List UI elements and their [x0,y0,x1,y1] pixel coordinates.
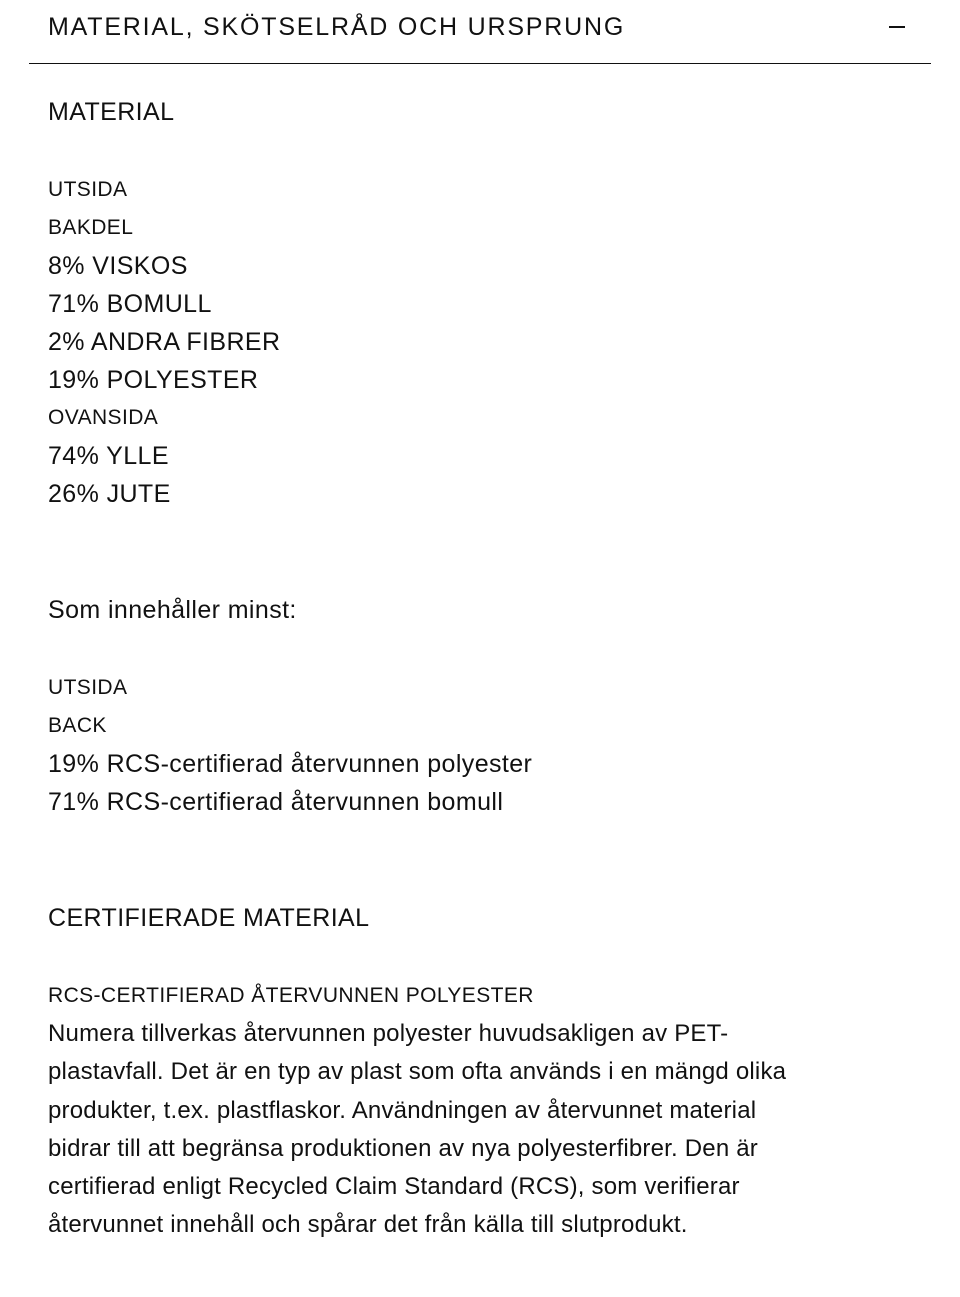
material-heading: MATERIAL [48,98,175,126]
accordion-title: MATERIAL, SKÖTSELRÅD OCH URSPRUNG [48,13,626,41]
composition-item: 2% ANDRA FIBRER [48,328,281,356]
recycled-item: 71% RCS-certifierad återvunnen bomull [48,788,504,816]
accordion-content [48,93,908,1245]
description-line: plastavfall. Det är en typ av plast som ofta används i en mängd olika [48,1058,787,1086]
composition-item: 8% VISKOS [48,252,188,280]
recycled-item: 19% RCS-certifierad återvunnen polyester [48,750,533,778]
top-label: OVANSIDA [48,406,159,429]
minus-icon[interactable] [889,26,905,28]
certified-heading: CERTIFIERADE MATERIAL [48,904,370,932]
back-label: BACK [48,714,107,737]
description-line: bidrar till att begränsa produktionen av nya polyesterfibrer. Den är [48,1134,758,1162]
certified-subheading: RCS-CERTIFIERAD ÅTERVUNNEN POLYESTER [48,984,534,1007]
composition-item: 74% YLLE [48,442,169,470]
accordion-header[interactable] [29,0,931,64]
description-line: certifierad enligt Recycled Claim Standard (RCS), som verifierar [48,1173,740,1201]
description-line: återvunnet innehåll och spårar det från källa till slutprodukt. [48,1211,688,1239]
composition-item: 26% JUTE [48,480,171,508]
description-line: produkter, t.ex. plastflaskor. Användningen av återvunnet material [48,1096,757,1124]
minimum-heading: Som innehåller minst: [48,596,297,624]
certified-description [48,1015,908,1245]
outer-label: UTSIDA [48,178,128,201]
composition-item: 19% POLYESTER [48,366,259,394]
composition-item: 71% BOMULL [48,290,212,318]
outer-label: UTSIDA [48,676,128,699]
description-line: Numera tillverkas återvunnen polyester huvudsakligen av PET- [48,1020,729,1047]
back-label: BAKDEL [48,216,134,239]
